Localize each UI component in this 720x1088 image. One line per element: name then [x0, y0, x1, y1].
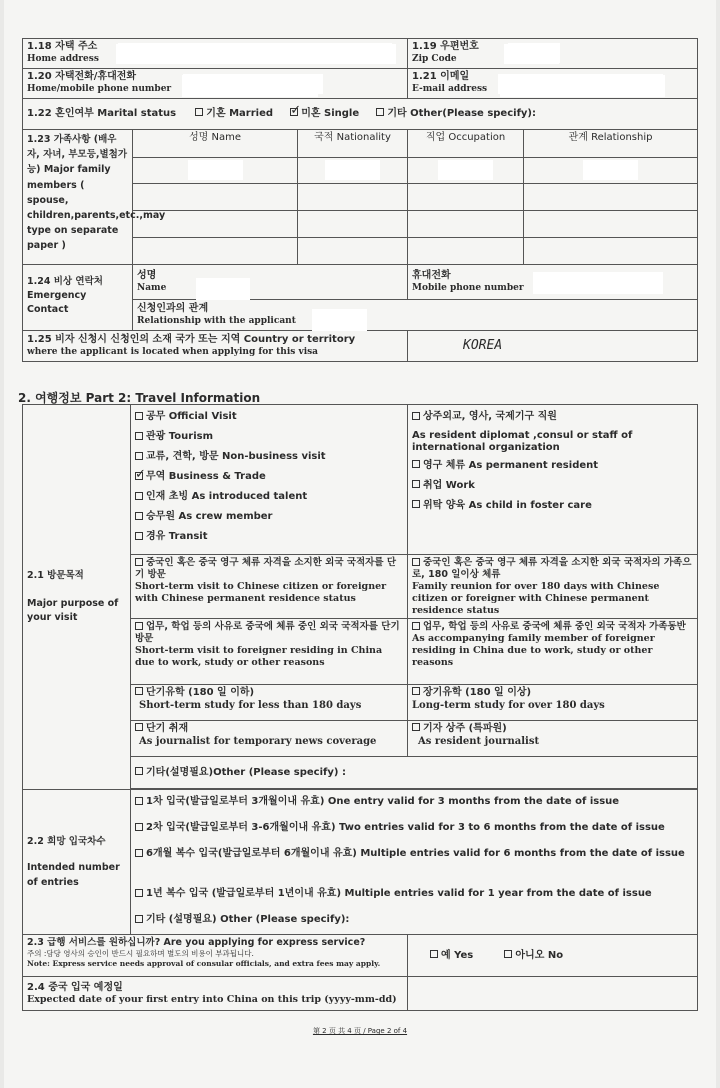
purpose-label: 2.1 방문목적 Major purpose of your visit	[23, 405, 131, 790]
phone-label-kr: 1.20 자택전화/휴대전화	[27, 71, 137, 82]
checkbox-icon[interactable]	[135, 767, 143, 775]
checkbox-icon[interactable]	[412, 622, 420, 630]
entries-option[interactable]: 1년 복수 입국 (발급일로부터 1년이내 유효) Multiple entries valid for 1 year from the date of issue	[135, 888, 693, 914]
checkbox-icon[interactable]	[135, 687, 143, 695]
checkbox-icon[interactable]	[135, 492, 143, 500]
family-label: 1.23 가족사항 (배우자, 자녀, 부모등,별첨가능) Major family members ( spouse, children,parents,etc.,may type on separate paper )	[23, 130, 133, 265]
family-header-nationality: 국적 Nationality	[298, 130, 408, 158]
purpose-option[interactable]: 취업 Work	[412, 480, 693, 500]
purpose-left-options	[131, 405, 408, 555]
checked-checkbox-icon[interactable]	[135, 472, 143, 480]
page-footer: 第 2 页 共 4 页 / Page 2 of 4	[312, 1027, 408, 1035]
family-occupation-cell[interactable]	[408, 238, 524, 265]
family-nationality-cell[interactable]	[298, 211, 408, 238]
email-label-kr: 1.21 이메일	[412, 71, 470, 82]
checkbox-icon[interactable]	[135, 849, 143, 857]
checkbox-icon[interactable]	[135, 412, 143, 420]
emergency-name-field[interactable]: 성명 Name	[133, 265, 408, 300]
emergency-label: 1.24 비상 연락처 Emergency Contact	[23, 265, 133, 331]
purpose-long-family[interactable]: 중국인 혹은 중국 영구 체류 자격을 소지한 외국 국적자의 가족으로, 180 일이상 체류 Family reunion for over 180 days with Chinese citizen or foreigner with Chinese permanent residence status	[408, 555, 698, 619]
checkbox-icon[interactable]	[412, 500, 420, 508]
redacted-address-box	[118, 43, 392, 63]
checkbox-icon[interactable]	[430, 950, 438, 958]
checkbox-icon[interactable]	[135, 915, 143, 923]
checkbox-icon[interactable]	[412, 558, 420, 566]
redacted-nationality	[325, 160, 380, 180]
purpose-option-selected[interactable]: ✓무역 Business & Trade	[135, 471, 403, 491]
family-header-relationship: 관계 Relationship	[524, 130, 698, 158]
home-address-label-kr: 1.18 자택 주소	[27, 41, 98, 52]
entries-options	[131, 790, 698, 935]
family-relationship-cell[interactable]	[524, 184, 698, 211]
purpose-short-study[interactable]: 단기유학 (180 일 이하) Short-term study for less than 180 days	[131, 685, 408, 721]
family-occupation-cell[interactable]	[408, 211, 524, 238]
purpose-option[interactable]: 인재 초빙 As introduced talent	[135, 491, 403, 511]
redacted-relationship-box	[312, 309, 367, 331]
purpose-resident-journalist[interactable]: 기자 상주 (특파원) As resident journalist	[408, 721, 698, 757]
location-label: 1.25 비자 신청시 신청인의 소재 국가 또는 지역 Country or territory where the applicant is located when applying for this visa	[23, 331, 408, 362]
checkbox-icon[interactable]	[412, 460, 420, 468]
purpose-option[interactable]: 교류, 견학, 방문 Non-business visit	[135, 451, 403, 471]
checkbox-icon[interactable]	[412, 412, 420, 420]
checkbox-icon[interactable]	[504, 950, 512, 958]
family-nationality-cell[interactable]	[298, 184, 408, 211]
marital-label: 1.22 혼인여부 Marital status	[27, 107, 177, 119]
checkbox-icon[interactable]	[135, 452, 143, 460]
redacted-email-box	[500, 75, 665, 97]
zip-label-kr: 1.19 우편번호	[412, 41, 479, 52]
email-label-en: E-mail address	[412, 83, 488, 94]
purpose-option[interactable]: 승무원 As crew member	[135, 511, 403, 531]
marital-option-single[interactable]: ✓ 미혼 Single	[290, 108, 359, 119]
checkbox-icon[interactable]	[412, 723, 420, 731]
home-address-label-en: Home address	[27, 53, 99, 64]
purpose-option[interactable]: 공무 Official Visit	[135, 411, 403, 431]
checkbox-icon[interactable]	[135, 558, 143, 566]
family-name-cell[interactable]	[133, 238, 298, 265]
entries-option[interactable]: 6개월 복수 입국(발급일로부터 6개월이내 유효) Multiple entries valid for 6 months from the date of issue	[135, 848, 693, 888]
express-label: 2.3 급행 서비스를 원하십니까? Are you applying for express service? 주의 :담당 영사의 승인이 반드시 필요하며 별도의 비용이 부과됩니다. Note: Express service needs approval of consular officials, and extra fees may apply.	[23, 935, 408, 977]
entries-label: 2.2 희망 입국차수 Intended number of entries	[23, 790, 131, 935]
purpose-option[interactable]: 관광 Tourism	[135, 431, 403, 451]
family-nationality-cell[interactable]	[298, 158, 408, 184]
purpose-option[interactable]: 영구 체류 As permanent resident	[412, 460, 693, 480]
purpose-option[interactable]: 상주외교, 영사, 국제기구 직원	[412, 411, 693, 424]
express-yes[interactable]: 예 Yes	[430, 950, 473, 961]
checkbox-icon[interactable]	[135, 622, 143, 630]
location-field[interactable]	[408, 331, 698, 362]
purpose-short-foreign[interactable]: 업무, 학업 등의 사유로 중국에 체류 중인 외국 국적자를 단기 방문 Short-term visit to foreigner residing in China due to work, study or other reasons	[131, 619, 408, 685]
family-nationality-cell[interactable]	[298, 238, 408, 265]
checkbox-icon[interactable]	[195, 108, 203, 116]
redacted-occupation	[438, 160, 493, 180]
purpose-short-family[interactable]: 중국인 혹은 중국 영구 체류 자격을 소지한 외국 국적자를 단기 방문 Short-term visit to Chinese citizen or foreigner with Chinese permanent residence status	[131, 555, 408, 619]
checkbox-icon[interactable]	[135, 432, 143, 440]
family-name-cell[interactable]	[133, 158, 298, 184]
family-relationship-cell[interactable]	[524, 238, 698, 265]
checkbox-icon[interactable]	[135, 723, 143, 731]
checkbox-icon[interactable]	[412, 480, 420, 488]
family-occupation-cell[interactable]	[408, 158, 524, 184]
family-relationship-cell[interactable]	[524, 158, 698, 184]
marital-option-other[interactable]: 기타 Other(Please specify):	[376, 108, 536, 119]
emergency-relationship-field[interactable]: 신청인과의 관계 Relationship with the applicant	[133, 300, 698, 331]
purpose-option[interactable]: 위탁 양육 As child in foster care	[412, 500, 693, 520]
redacted-emergency-mobile-box	[533, 272, 663, 294]
purpose-long-foreign[interactable]: 업무, 학업 등의 사유로 중국에 체류 중인 외국 국적자 가족동반 As accompanying family member of foreigner residing in China due to work, study or other reasons	[408, 619, 698, 685]
entry-date-field[interactable]	[408, 977, 698, 1011]
family-header-name: 성명 Name	[133, 130, 298, 158]
emergency-mobile-field[interactable]: 휴대전화 Mobile phone number	[408, 265, 698, 300]
checkbox-icon[interactable]	[135, 889, 143, 897]
express-options	[408, 935, 698, 977]
marital-status-row	[23, 99, 698, 130]
family-occupation-cell[interactable]	[408, 184, 524, 211]
checkbox-icon[interactable]	[412, 687, 420, 695]
entries-option[interactable]: 기타 (설명필요) Other (Please specify):	[135, 914, 693, 932]
redacted-name	[188, 160, 243, 180]
entries-option[interactable]: 2차 입국(발급일로부터 3-6개월이내 유효) Two entries valid for 3 to 6 months from the date of issue	[135, 822, 693, 848]
travel-info-table	[22, 404, 698, 1011]
checkbox-icon[interactable]	[376, 108, 384, 116]
redacted-zip-box	[508, 43, 560, 63]
family-header-occupation: 직업 Occupation	[408, 130, 524, 158]
part2-title: 2. 여행정보 Part 2: Travel Information	[18, 391, 261, 405]
phone-label-en: Home/mobile phone number	[27, 83, 172, 94]
family-relationship-cell[interactable]	[524, 211, 698, 238]
checked-checkbox-icon[interactable]	[290, 108, 298, 116]
redacted-phone-box	[182, 75, 318, 97]
purpose-option[interactable]: 경유 Transit	[135, 531, 403, 551]
entries-option[interactable]: 1차 입국(발급일로부터 3개월이내 유효) One entry valid for 3 months from the date of issue	[135, 796, 693, 822]
location-value: KOREA	[463, 337, 503, 353]
checkbox-icon[interactable]	[135, 512, 143, 520]
family-name-cell[interactable]	[133, 184, 298, 211]
purpose-journalist[interactable]: 단기 취재 As journalist for temporary news coverage	[131, 721, 408, 757]
checkbox-icon[interactable]	[135, 823, 143, 831]
purpose-long-study[interactable]: 장기유학 (180 일 이상) Long-term study for over 180 days	[408, 685, 698, 721]
checkbox-icon[interactable]	[135, 797, 143, 805]
express-no[interactable]: 아니오 No	[504, 950, 563, 961]
entry-date-label: 2.4 중국 입국 예정일 Expected date of your first entry into China on this trip (yyyy-mm-dd)	[23, 977, 408, 1011]
redacted-relationship	[583, 160, 638, 180]
purpose-other[interactable]: 기타(설명필요)Other (Please specify) :	[131, 757, 698, 789]
checkbox-icon[interactable]	[135, 532, 143, 540]
redacted-emergency-name-box	[196, 278, 250, 300]
zip-label-en: Zip Code	[412, 53, 457, 64]
purpose-right-options: 상주외교, 영사, 국제기구 직원 As resident diplomat ,consul or staff of international organization 영구 체류 As permanent resident 취업 Work 위탁 양육 As child in foster care	[408, 405, 698, 555]
marital-option-married[interactable]: 기혼 Married	[195, 108, 273, 119]
